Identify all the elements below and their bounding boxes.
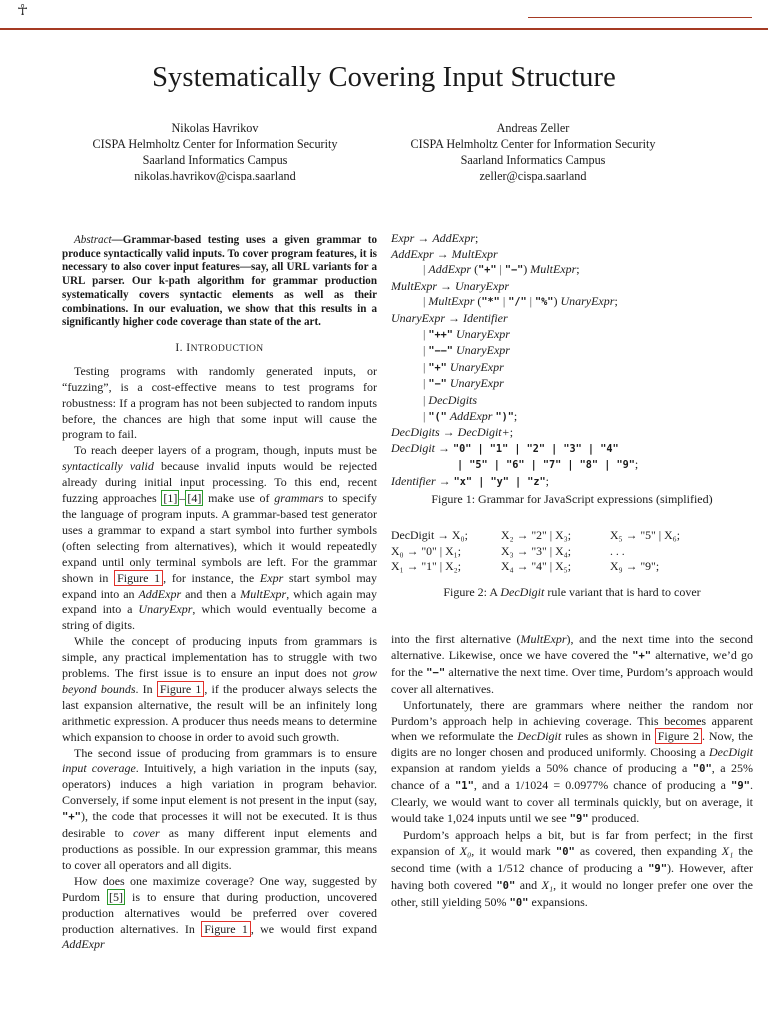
abstract-label: Abstract [74, 234, 112, 246]
figure-1-caption: Figure 1: Grammar for JavaScript expressions (simplified) [431, 492, 713, 506]
figure-2-caption: Figure 2: A DecDigit rule variant that is hard to cover [443, 585, 701, 599]
grammar-line: | "++" UnaryExpr [423, 326, 510, 341]
right-column [391, 632, 753, 911]
author-block-2 [398, 120, 668, 184]
grammar-line: DecDigits → DecDigit+; [391, 425, 514, 440]
figure-link[interactable]: Figure 1 [201, 921, 251, 937]
citation-link[interactable]: [4] [187, 491, 202, 506]
figure-link[interactable]: Figure 1 [157, 681, 205, 697]
grammar-line: DecDigit → "0" | "1" | "2" | "3" | "4" [391, 440, 619, 455]
grammar-line: UnaryExpr → Identifier [391, 310, 508, 325]
author-email[interactable]: zeller@cispa.saarland [479, 169, 587, 183]
abstract-text: —Grammar-based testing uses a given grammar to produce syntactically valid inputs. To cover program features, it is necessary to also cover input features—say, all URL variants for a URL parser. Our k-path algorithm for grammar production systematically covers syntactic elements as well as their combinations. In our evaluation, we show that this results in a significantly higher code coverage than state of the art. [62, 234, 377, 329]
author-name: Andreas Zeller [496, 121, 570, 135]
paragraph: Purdom’s approach helps a bit, but is far from perfect; in the first expansion of X₀, it would mark "0" as covered, then expanding X₁ the second time (with a 1/512 chance of producing a "9"). However, after having both covered "0" and X₁, it would no longer prefer one over the other, still yielding 50% "0" expansions. [391, 827, 754, 909]
paragraph: To reach deeper layers of a program, though, inputs must be syntactically valid because invalid inputs would be rejected already during initial input processing. To this end, recent fuzzing approaches [1] – [4] make use of grammars to specify the language of program inputs. A grammar-based test generator uses a grammar to expand a start symbol into further symbols (often selecting from alternatives), which it would repeatedly expand until only terminal symbols are left. For the grammar shown in Figure 1 , for instance, the Expr start symbol may expand into an AddExpr and then a MultExpr, which again may expand into a UnaryExpr, which would eventually become a string of digits. [62, 443, 377, 633]
paper-title: Systematically Covering Input Structure [152, 62, 616, 93]
paragraph: While the concept of producing inputs from grammars is simple, any practical implementation has to struggle with two problems. The first issue is to ensure an input does not grow beyond bounds. In Figure 1 , if the producer always selects the last expansion alternative, the result will be an infinitely long arithmetic expression. A producer thus needs means to determine which expansion to choose in order to avoid such growth. [62, 634, 377, 744]
author-affiliation: CISPA Helmholtz Center for Information Security [92, 137, 338, 151]
author-name: Nikolas Havrikov [171, 121, 259, 135]
grammar-line: Expr → AddExpr; [391, 231, 479, 245]
paragraph: How does one maximize coverage? One way, suggested by Purdom [5] is to ensure that during production, uncovered production alternatives would be preferred over covered production alternatives. In Figure 1 , we would first expand AddExpr [62, 873, 377, 952]
grammar-line: | "+" UnaryExpr [423, 359, 504, 374]
rule-column: X₅ → "5" | X₆; . . . X₉ → "9"; [610, 528, 681, 573]
grammar-line: AddExpr → MultExpr [391, 246, 498, 261]
grammar-line: | AddExpr ("+" | "−") MultExpr; [423, 262, 580, 277]
rule-column: DecDigit → X₀; X₀ → "0" | X₁; X₁ → "1" | X₂; [391, 528, 468, 573]
publisher-logo-icon: ☥ [17, 3, 29, 19]
abstract [62, 234, 377, 330]
author-campus: Saarland Informatics Campus [460, 153, 606, 167]
paragraph: The second issue of producing from grammars is to ensure input coverage. Intuitively, a high variation in the inputs (say, operators) induces a high variation in program behavior. Conversely, if some input element is not present in the input (say, "+"), the code that processes it will not be executed. It is thus desirable to cover as many different input elements and productions as possible. In our expression grammar, this means to cover all operators and all digits. [62, 745, 377, 872]
paragraph: Testing programs with randomly generated inputs, or “fuzzing”, is a cost-effective means to test programs for robustness: If a program has not been subjected to random inputs before, the chances are high that some input will cause the program to fail. [62, 363, 377, 442]
left-column [62, 234, 377, 953]
author-campus: Saarland Informatics Campus [142, 153, 288, 167]
rule-column: X₂ → "2" | X₃; X₃ → "3" | X₄; X₄ → "4" | X₅; [501, 528, 572, 573]
grammar-line: Identifier → "x" | "y" | "z"; [391, 473, 550, 488]
paragraph: into the first alternative (MultExpr), and the next time into the second alternative. Likewise, once we have covered the "+" alternative, we’d go for the "−" alternative the next time. Over time, Purdom’s approach would cover all alternatives. [391, 632, 754, 696]
grammar-line: | "−−" UnaryExpr [423, 343, 510, 358]
grammar-line: | MultExpr ("*" | "/" | "%") UnaryExpr; [423, 294, 618, 309]
grammar-figure [391, 231, 753, 491]
citation-link[interactable]: [1] [163, 491, 178, 506]
page-header [0, 0, 768, 30]
grammar-line: | "(" AddExpr ")"; [423, 408, 518, 423]
author-email[interactable]: nikolas.havrikov@cispa.saarland [134, 169, 296, 183]
section-heading: I. INTRODUCTION [175, 340, 264, 354]
grammar-line: MultExpr → UnaryExpr [391, 278, 509, 293]
figure-link[interactable]: Figure 2 [655, 728, 702, 744]
figure-link[interactable]: Figure 1 [114, 570, 163, 586]
grammar-line: | "−" UnaryExpr [423, 376, 504, 391]
citation-link[interactable]: [5] [109, 889, 124, 904]
author-affiliation: CISPA Helmholtz Center for Information Security [410, 137, 656, 151]
grammar-line: | DecDigits [423, 392, 478, 407]
header-rule [528, 17, 752, 18]
paragraph: Unfortunately, there are grammars where neither the random nor Purdom’s approach help in achieving coverage. This becomes apparent when we reformulate the DecDigit rules as shown in Figure 2 . Now, the digits are no longer chosen and produced uniformly. Choosing a DecDigit expansion at random yields a 50% chance of producing a "0", a 25% chance of a "1", and a 1/1024 = 0.0977% chance of producing a "9". Clearly, we would want to cover all terminals quickly, but on average, it would take 1,024 inputs until we see "9" produced. [391, 697, 753, 825]
author-block-1 [80, 120, 350, 184]
grammar-line: | "5" | "6" | "7" | "8" | "9"; [457, 457, 639, 472]
